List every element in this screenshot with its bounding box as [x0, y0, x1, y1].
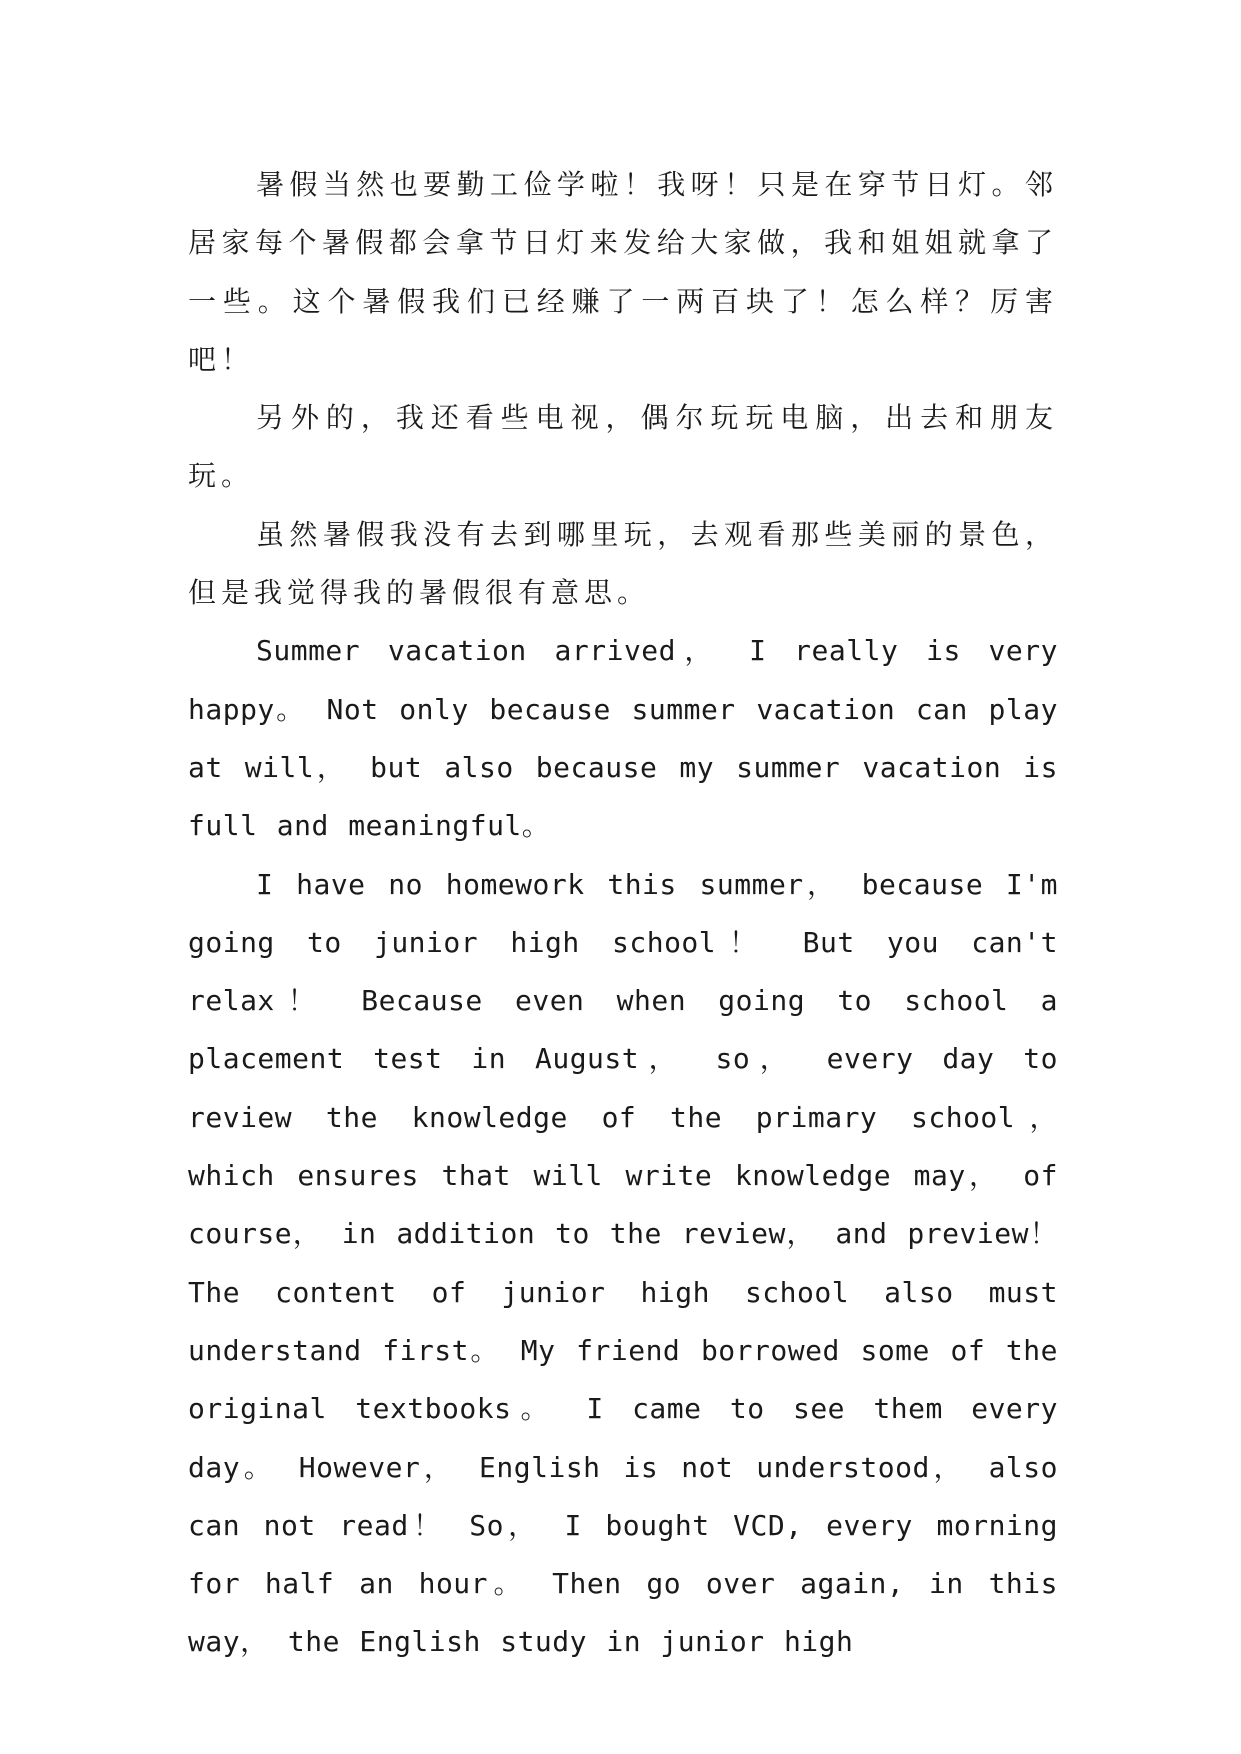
paragraph-other-activities: 另外的，我还看些电视，偶尔玩玩电脑，出去和朋友玩。 — [188, 401, 1058, 493]
paragraph-conclusion: 虽然暑假我没有去到哪里玩，去观看那些美丽的景色，但是我觉得我的暑假很有意思。 — [188, 517, 1058, 610]
paragraph-work-study: 暑假当然也要勤工俭学啦！我呀！只是在穿节日灯。邻居家每个暑假都会拿节日灯来发给大家做，我和姐姐就拿了一些。这个暑假我们已经赚了一两百块了！怎么样？厉害吧！ — [188, 168, 1058, 376]
paragraph-english-homework: I have no homework this summer， because I'm going to junior high school！ But you can't relax！ Because even when going to school a placement test in August， so， every day to review the knowledge of the primary school， which ensures that will write knowledge may， of course， in addition to the review， and preview！ The content of junior high school also must understand first。 My friend borrowed some of the original textbooks。 I came to see them every day。 However， English is not understood， also can not read！ So， I bought VCD, every morning for half an hour。 Then go over again, in this way， the English study in junior high — [188, 867, 1058, 1659]
paragraph-english-intro: Summer vacation arrived， I really is very happy。 Not only because summer vacation can play at will， but also because my summer vacation is full and meaningful。 — [188, 634, 1058, 843]
document-body — [188, 156, 1058, 1672]
